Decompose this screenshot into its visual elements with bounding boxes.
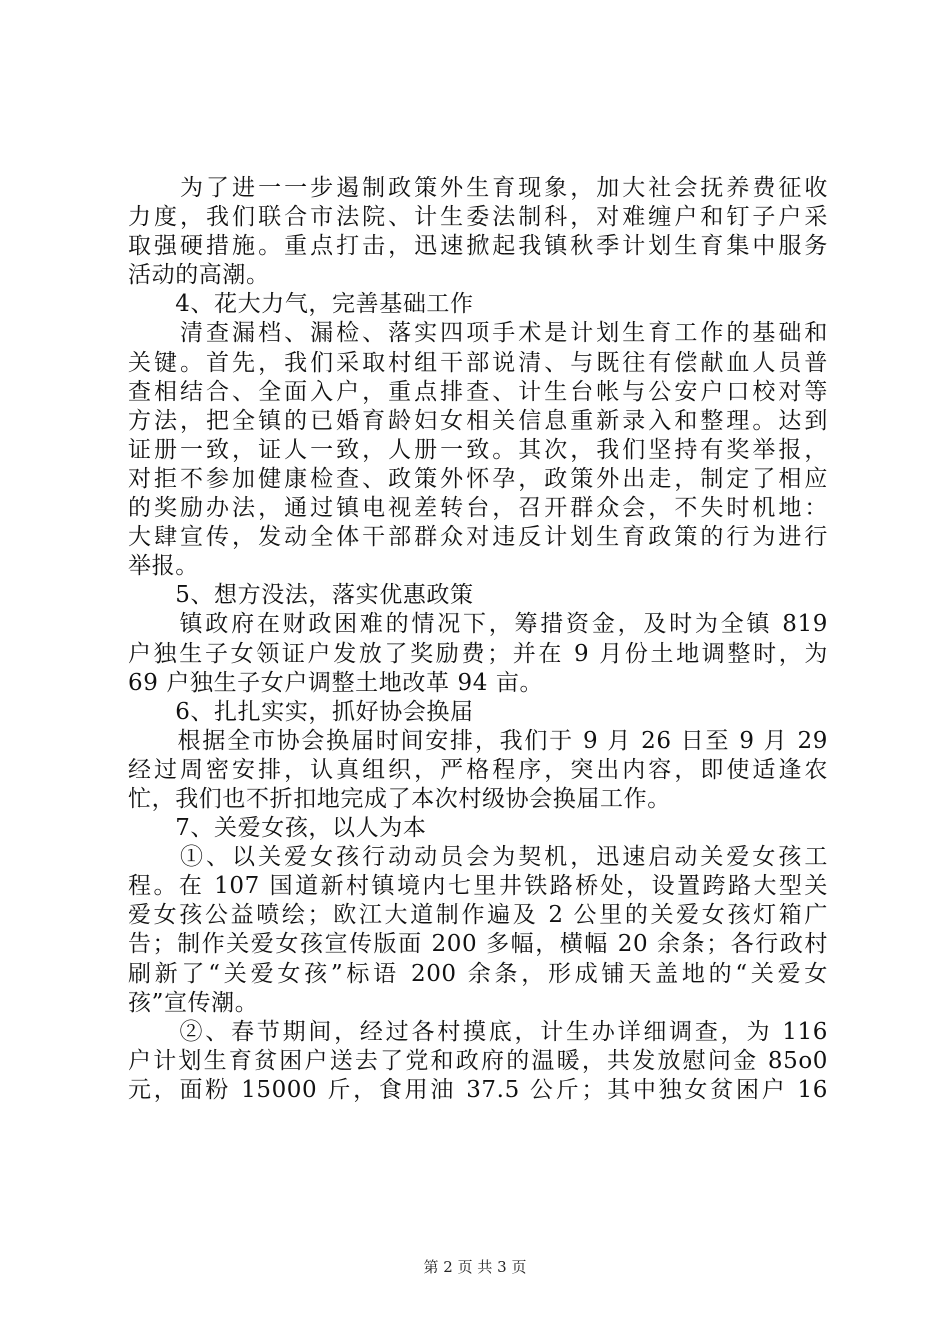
text-line: 户计划生育贫困户送去了党和政府的温暖，共发放慰问金 85o0 (128, 1047, 828, 1074)
text-line: 证册一致，证人一致，人册一致。其次，我们坚持有奖举报， (128, 436, 828, 463)
text-line: 69 户独生子女户调整土地改革 94 亩。 (128, 669, 544, 696)
text-line: 6、扎扎实实，抓好协会换届 (128, 698, 474, 725)
text-line: 元，面粉 15000 斤，食用油 37.5 公斤；其中独女贫困户 16 (128, 1076, 828, 1103)
page-footer: 第 2 页 共 3 页 (423, 1258, 527, 1276)
text-line: 孩”宣传潮。 (128, 989, 259, 1016)
text-line: ②、春节期间，经过各村摸底，计生办详细调查，为 116 (128, 1018, 828, 1045)
text-line: ①、以关爱女孩行动动员会为契机，迅速启动关爱女孩工 (128, 844, 828, 871)
text-line: 活动的高潮。 (128, 262, 270, 289)
text-line: 力度，我们联合市法院、计生委法制科，对难缠户和钉子户采 (128, 204, 828, 231)
text-line: 7、关爱女孩，以人为本 (128, 815, 427, 842)
text-line: 程。在 107 国道新村镇境内七里井铁路桥处，设置跨路大型关 (128, 873, 828, 900)
text-line: 镇政府在财政困难的情况下，筹措资金，及时为全镇 819 (128, 611, 828, 638)
text-line: 方法，把全镇的已婚育龄妇女相关信息重新录入和整理。达到 (128, 407, 828, 434)
text-line: 的奖励办法，通过镇电视差转台，召开群众会，不失时机地： (128, 495, 828, 522)
text-line: 关键。首先，我们采取村组干部说清、与既往有偿献血人员普 (128, 349, 828, 376)
text-line: 5、想方没法，落实优惠政策 (128, 582, 474, 609)
text-line: 爱女孩公益喷绘；欧江大道制作遍及 2 公里的关爱女孩灯箱广 (128, 902, 828, 929)
text-line: 举报。 (128, 553, 199, 580)
text-line: 为了进一一步遏制政策外生育现象，加大社会抚养费征收 (128, 175, 828, 201)
text-line: 4、花大力气，完善基础工作 (128, 291, 474, 318)
text-line: 取强硬措施。重点打击，迅速掀起我镇秋季计划生育集中服务 (128, 233, 828, 260)
text-line: 清查漏档、漏检、落实四项手术是计划生育工作的基础和 (128, 320, 828, 347)
text-line: 忙，我们也不折扣地完成了本次村级协会换届工作。 (128, 785, 671, 812)
text-line: 刷新了“关爱女孩”标语 200 余条，形成铺天盖地的“关爱女 (128, 960, 828, 987)
document-body (128, 174, 828, 1105)
text-line: 对拒不参加健康检查、政策外怀孕，政策外出走，制定了相应 (128, 465, 828, 492)
text-line: 查相结合、全面入户，重点排查、计生台帐与公安户口校对等 (128, 378, 828, 405)
text-line: 告；制作关爱女孩宣传版面 200 多幅，横幅 20 余条；各行政村 (128, 931, 828, 958)
text-line: 大肆宣传，发动全体干部群众对违反计划生育政策的行为进行 (128, 524, 828, 551)
text-line: 根据全市协会换届时间安排，我们于 9 月 26 日至 9 月 29 (177, 727, 828, 754)
text-line: 经过周密安排，认真组织，严格程序，突出内容，即使适逢农 (128, 756, 828, 783)
text-line: 户独生子女领证户发放了奖励费；并在 9 月份土地调整时，为 (128, 640, 828, 667)
